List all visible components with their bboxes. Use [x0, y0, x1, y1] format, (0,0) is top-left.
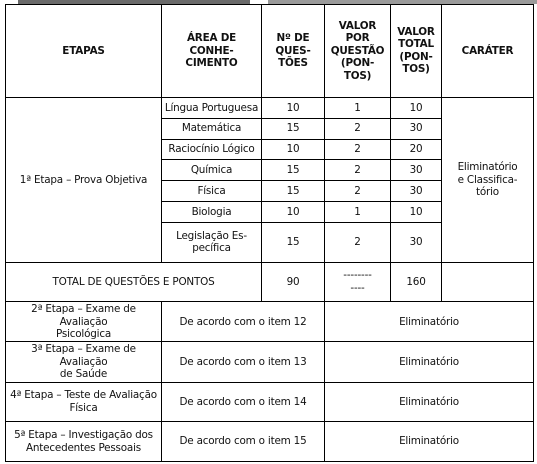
total-carater-empty — [442, 262, 534, 302]
total-valor-dashes: -------- ---- — [325, 262, 391, 302]
area-cell: Química — [162, 160, 262, 181]
stage-4-ref: De acordo com o item 14 — [162, 382, 325, 422]
questoes-cell: 15 — [262, 223, 325, 263]
header-row — [6, 5, 534, 98]
stage-row — [6, 302, 534, 342]
stage-2-ref: De acordo com o item 12 — [162, 302, 325, 342]
valor-cell: 2 — [325, 181, 391, 202]
stage-1-label: 1ª Etapa – Prova Objetiva — [6, 97, 162, 262]
stage-row — [6, 382, 534, 422]
valor-cell: 2 — [325, 118, 391, 139]
total-questoes: 90 — [262, 262, 325, 302]
area-cell: Biologia — [162, 202, 262, 223]
stage-row — [6, 422, 534, 462]
valor-cell: 2 — [325, 160, 391, 181]
stage-4-label: 4ª Etapa – Teste de Avaliação Física — [6, 382, 162, 422]
stage-1-carater: Eliminatório e Classifica- tório — [442, 97, 534, 262]
total-cell: 10 — [391, 202, 442, 223]
total-label: TOTAL DE QUESTÕES E PONTOS — [6, 262, 262, 302]
area-cell: Língua Portuguesa — [162, 97, 262, 118]
total-cell: 30 — [391, 118, 442, 139]
total-cell: 30 — [391, 223, 442, 263]
stage-5-carater: Eliminatório — [325, 422, 534, 462]
stage-2-carater: Eliminatório — [325, 302, 534, 342]
header-valor-por-questao: VALOR POR QUESTÃO (PON- TOS) — [325, 5, 391, 98]
header-area: ÁREA DE CONHE- CIMENTO — [162, 5, 262, 98]
valor-cell: 2 — [325, 139, 391, 160]
questoes-cell: 10 — [262, 202, 325, 223]
area-cell: Física — [162, 181, 262, 202]
questoes-cell: 10 — [262, 139, 325, 160]
stage-3-carater: Eliminatório — [325, 342, 534, 382]
stage-5-ref: De acordo com o item 15 — [162, 422, 325, 462]
area-cell: Matemática — [162, 118, 262, 139]
total-pontos: 160 — [391, 262, 442, 302]
area-cell: Raciocínio Lógico — [162, 139, 262, 160]
total-cell: 30 — [391, 181, 442, 202]
stage-3-ref: De acordo com o item 13 — [162, 342, 325, 382]
header-valor-total: VALOR TOTAL (PON- TOS) — [391, 5, 442, 98]
stage-3-label: 3ª Etapa – Exame de Avaliação de Saúde — [6, 342, 162, 382]
questoes-cell: 10 — [262, 97, 325, 118]
stage-4-carater: Eliminatório — [325, 382, 534, 422]
questoes-cell: 15 — [262, 118, 325, 139]
total-cell: 20 — [391, 139, 442, 160]
questoes-cell: 15 — [262, 181, 325, 202]
valor-cell: 1 — [325, 202, 391, 223]
stage-5-label: 5ª Etapa – Investigação dos Antecedentes Pessoais — [6, 422, 162, 462]
header-questoes: Nº DE QUES- TÕES — [262, 5, 325, 98]
total-row — [6, 262, 534, 302]
questoes-cell: 15 — [262, 160, 325, 181]
area-cell: Legislação Es- pecífica — [162, 223, 262, 263]
total-cell: 10 — [391, 97, 442, 118]
total-cell: 30 — [391, 160, 442, 181]
header-carater: CARÁTER — [442, 5, 534, 98]
header-etapas: ETAPAS — [6, 5, 162, 98]
stages-table — [5, 4, 534, 462]
stage-2-label: 2ª Etapa – Exame de Avaliação Psicológica — [6, 302, 162, 342]
stage-row — [6, 342, 534, 382]
valor-cell: 1 — [325, 97, 391, 118]
table-row — [6, 97, 534, 118]
valor-cell: 2 — [325, 223, 391, 263]
